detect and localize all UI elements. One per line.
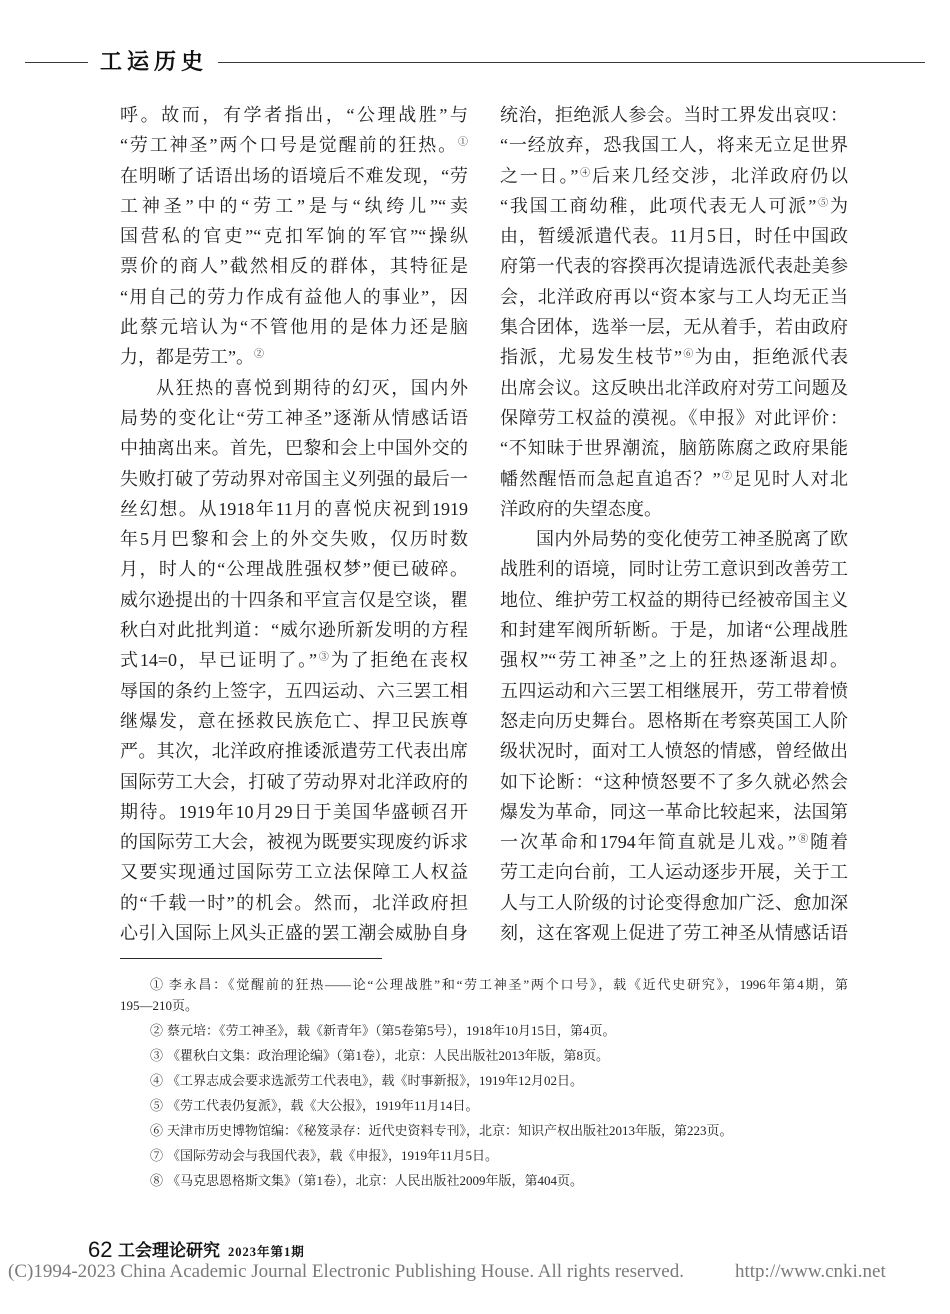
text-line: 心引入国际上风头正盛的罢工潮会威胁自身 xyxy=(120,923,468,944)
text-line: 国营私的官吏”“克扣军饷的军官”“操纵 xyxy=(120,226,468,247)
text-line: 又要实现通过国际劳工立法保障工人权益 xyxy=(120,862,468,883)
copyright-notice: (C)1994-2023 China Academic Journal Electronic Publishing House. All rights reserved. xyxy=(8,1261,684,1282)
footnote-line xyxy=(120,1120,848,1141)
footnote-ref: ② xyxy=(254,349,264,361)
text-line: 的国际劳工大会，被视为既要实现废约诉求 xyxy=(120,832,468,853)
text-line: 工神圣”中的“劳工”是与“纨绔儿”“卖 xyxy=(120,195,468,216)
text-line: 期待。1919年10月29日于美国华盛顿召开 xyxy=(120,801,468,822)
footnote xyxy=(120,1170,848,1191)
text-line: 集合团体，选举一层，无从着手，若由政府 xyxy=(500,317,848,338)
footnote-marker: ③ xyxy=(150,1048,164,1063)
footnote-ref: ④ xyxy=(578,167,592,179)
footnote-divider xyxy=(120,958,382,959)
text-line: 秋白对此批判道：“威尔逊所新发明的方程 xyxy=(120,620,468,641)
text-line: 中抽离出来。首先，巴黎和会上中国外交的 xyxy=(120,438,468,459)
footnote xyxy=(120,1120,848,1141)
footnote xyxy=(120,1070,848,1091)
footnote-ref: ⑥ xyxy=(682,349,695,361)
text-line: 力，都是劳工”。② xyxy=(120,347,264,368)
footnote-text: 《马克思恩格斯文集》（第1卷），北京：人民出版社2009年版，第404页。 xyxy=(167,1173,584,1188)
text-line: 保障劳工权益的漠视。《申报》对此评价： xyxy=(500,407,848,428)
text-line: 此蔡元培认为“不管他用的是体力还是脑 xyxy=(120,317,468,338)
journal-name: 工会理论研究 xyxy=(118,1241,220,1260)
text-line: 府第一代表的容揆再次提请选派代表赴美参 xyxy=(500,256,848,277)
footnote-text: 李永昌：《觉醒前的狂热——论“公理战胜”和“劳工神圣”两个口号》，载《近代史研究》，1996年第4期，第 xyxy=(168,977,848,992)
text-line: 洋政府的失望态度。 xyxy=(500,498,662,519)
text-line: 地位、维护劳工权益的期待已经被帝国主义 xyxy=(500,589,848,610)
footnote-ref: ① xyxy=(458,137,468,149)
text-line: 的“千载一时”的机会。然而，北洋政府担 xyxy=(120,892,468,913)
text-line: 会，北洋政府再以“资本家与工人均无正当 xyxy=(500,286,848,307)
text-line: 指派，尤易发生枝节”⑥为由，拒绝派代表 xyxy=(500,347,848,368)
footnote-ref: ⑦ xyxy=(720,470,734,482)
text-line: 劳工走向台前，工人运动逐步开展，关于工 xyxy=(500,862,848,883)
text-line: 人与工人阶级的讨论变得愈加广泛、愈加深 xyxy=(500,892,848,913)
footnote xyxy=(120,1145,848,1166)
text-line: 出席会议。这反映出北洋政府对劳工问题及 xyxy=(500,377,848,398)
text-line: 从狂热的喜悦到期待的幻灭，国内外 xyxy=(156,377,468,398)
footnote-text: 《工界志成会要求选派劳工代表电》，载《时事新报》，1919年12月02日。 xyxy=(167,1073,584,1088)
text-line: 幡然醒悟而急起直追否？”⑦足见时人对北 xyxy=(500,468,848,489)
text-line: 严。其次，北洋政府推诿派遣劳工代表出席 xyxy=(120,741,468,762)
footnote-text: 天津市历史博物馆编：《秘笈录存：近代史资料专刊》，北京：知识产权出版社2013年版，第223页。 xyxy=(167,1123,733,1138)
text-line: “用自己的劳力作成有益他人的事业”，因 xyxy=(120,286,468,307)
header-rule-right xyxy=(218,62,925,63)
footnote-marker: ① xyxy=(150,977,165,992)
text-line: 继爆发，意在拯救民族危亡、捍卫民族尊 xyxy=(120,710,468,731)
text-line: 年5月巴黎和会上的外交失败，仅历时数 xyxy=(120,529,468,550)
text-line: 月，时人的“公理战胜强权梦”便已破碎。 xyxy=(120,559,468,580)
footnote-line xyxy=(120,974,848,995)
footnote-line xyxy=(120,995,848,1016)
text-line: 失败打破了劳动界对帝国主义列强的最后一 xyxy=(120,468,468,489)
text-line: 由，暂缓派遣代表。11月5日，时任中国政 xyxy=(500,226,848,247)
footnote-ref: ⑤ xyxy=(816,197,830,209)
footnote-line xyxy=(120,1070,848,1091)
header-rule-left xyxy=(25,62,88,63)
footnote xyxy=(120,1095,848,1116)
footnote-line xyxy=(120,1045,848,1066)
text-line: 怒走向历史舞台。恩格斯在考察英国工人阶 xyxy=(500,710,848,731)
text-line: 统治，拒绝派人参会。当时工界发出哀叹： xyxy=(500,105,848,125)
footnote xyxy=(120,974,848,1016)
text-line: 级状况时，面对工人愤怒的情感，曾经做出 xyxy=(500,741,848,762)
text-line: 五四运动和六三罢工相继展开，劳工带着愤 xyxy=(500,680,848,701)
text-line: 战胜利的语境，同时让劳工意识到改善劳工 xyxy=(500,559,848,580)
text-line: 如下论断：“这种愤怒要不了多久就必然会 xyxy=(500,771,848,792)
footnote-text: 195—210页。 xyxy=(120,998,199,1013)
issue-label: 2023年第1期 xyxy=(228,1245,305,1259)
footnotes xyxy=(120,974,848,1195)
section-title: 工运历史 xyxy=(100,49,209,74)
copyright-url[interactable]: http://www.cnki.net xyxy=(735,1261,886,1282)
footnote-marker: ⑧ xyxy=(150,1173,164,1188)
footnote-text: 《国际劳动会与我国代表》，载《申报》，1919年11月5日。 xyxy=(167,1148,499,1163)
footnote-marker: ⑦ xyxy=(150,1148,164,1163)
text-line: 一次革命和1794年简直就是儿戏。”⑧随着 xyxy=(500,832,848,853)
text-line: 之一日。”④后来几经交涉，北洋政府仍以 xyxy=(500,165,848,186)
footnote-marker: ⑥ xyxy=(150,1123,164,1138)
footnote-ref: ③ xyxy=(317,652,331,664)
left-text-column xyxy=(120,100,468,948)
text-line: 局势的变化让“劳工神圣”逐渐从情感话语 xyxy=(120,407,468,428)
text-line: 和封建军阀所斩断。于是，加诸“公理战胜 xyxy=(500,620,848,641)
text-line: 威尔逊提出的十四条和平宣言仅是空谈，瞿 xyxy=(120,589,468,610)
footnote xyxy=(120,1020,848,1041)
footnote-text: 蔡元培：《劳工神圣》，载《新青年》（第5卷第5号），1918年10月15日，第4页。 xyxy=(167,1023,616,1038)
text-line: 呼。故而，有学者指出，“公理战胜”与 xyxy=(120,105,468,125)
text-line: 爆发为革命，同这一革命比较起来，法国第 xyxy=(500,801,848,822)
footnote-line xyxy=(120,1145,848,1166)
footnote-marker: ⑤ xyxy=(150,1098,164,1113)
text-line: 式14=0，早已证明了。”③为了拒绝在丧权 xyxy=(120,650,468,671)
footnote xyxy=(120,1045,848,1066)
text-line: 票价的商人”截然相反的群体，其特征是 xyxy=(120,256,468,277)
text-line: 辱国的条约上签字，五四运动、六三罢工相 xyxy=(120,680,468,701)
footnote-text: 《瞿秋白文集：政治理论编》（第1卷），北京：人民出版社2013年版，第8页。 xyxy=(167,1048,610,1063)
right-text-column xyxy=(500,100,848,948)
page-number: 62 xyxy=(88,1237,113,1262)
text-line: “不知昧于世界潮流，脑筋陈腐之政府果能 xyxy=(500,438,848,459)
footnote-text: 《劳工代表仍复派》，载《大公报》，1919年11月14日。 xyxy=(167,1098,479,1113)
text-line: “我国工商幼稚，此项代表无人可派”⑤为 xyxy=(500,195,848,216)
footnote-marker: ④ xyxy=(150,1073,164,1088)
text-line: “一经放弃，恐我国工人，将来无立足世界 xyxy=(500,135,848,156)
footnote-ref: ⑧ xyxy=(796,834,811,846)
text-line: 在明晰了话语出场的语境后不难发现，“劳 xyxy=(120,165,468,186)
text-line: 刻，这在客观上促进了劳工神圣从情感话语 xyxy=(500,923,848,944)
footnote-marker: ② xyxy=(150,1023,164,1038)
footnote-line xyxy=(120,1020,848,1041)
text-line: 丝幻想。从1918年11月的喜悦庆祝到1919 xyxy=(120,498,468,519)
text-line: 强权”“劳工神圣”之上的狂热逐渐退却。 xyxy=(500,650,848,671)
footnote-line xyxy=(120,1170,848,1191)
text-line: 国内外局势的变化使劳工神圣脱离了欧 xyxy=(536,529,848,550)
footnote-line xyxy=(120,1095,848,1116)
text-line: 国际劳工大会，打破了劳动界对北洋政府的 xyxy=(120,771,468,792)
text-line: “劳工神圣”两个口号是觉醒前的狂热。① xyxy=(120,135,468,156)
